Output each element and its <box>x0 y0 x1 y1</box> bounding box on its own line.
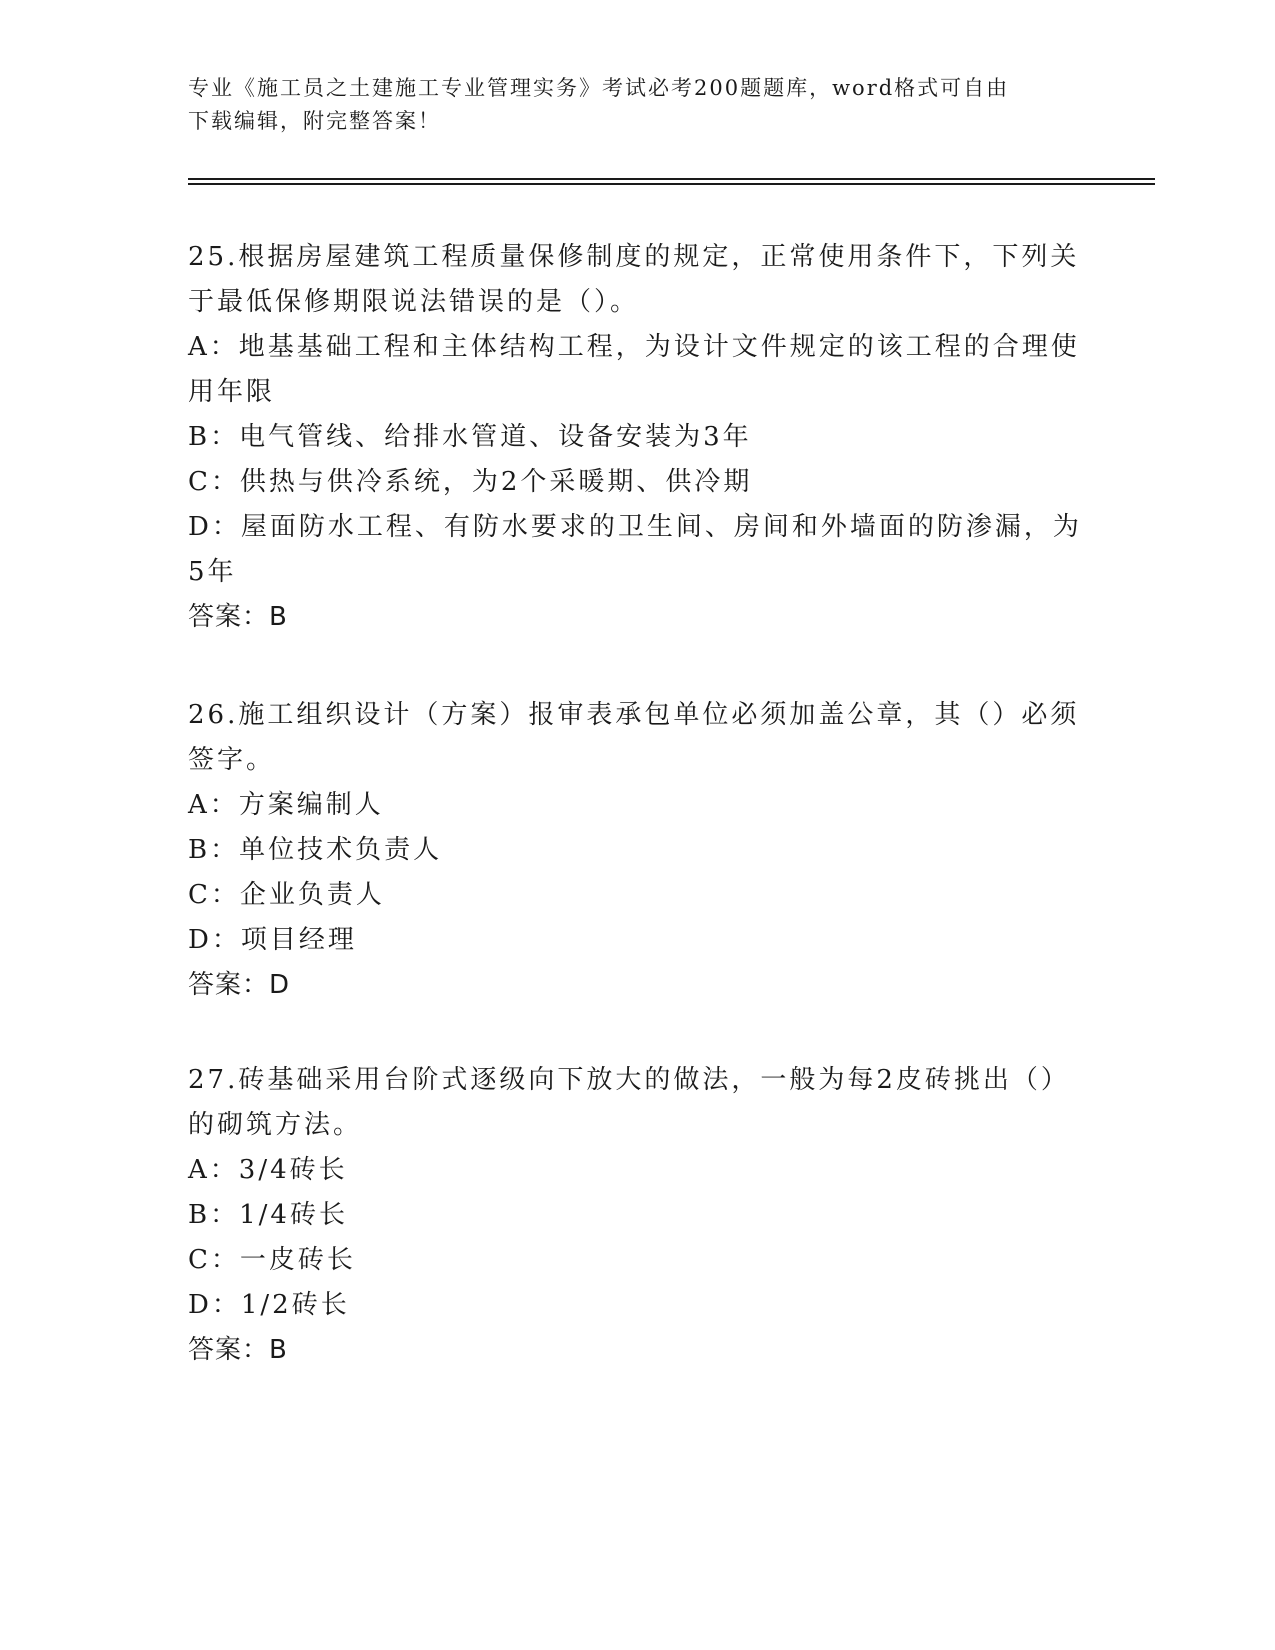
option-c: C：供热与供冷系统，为2个采暖期、供冷期 <box>188 467 753 497</box>
header-divider-top <box>188 178 1155 180</box>
question-stem-line-2: 于最低保修期限说法错误的是（）。 <box>188 287 640 317</box>
answer: 答案：B <box>188 1335 288 1365</box>
answer: 答案：D <box>188 970 291 1000</box>
option-a-continued: 用年限 <box>188 377 276 407</box>
option-d: D：1/2砖长 <box>188 1290 350 1320</box>
document-header <box>188 72 1088 138</box>
option-a: A：地基基础工程和主体结构工程，为设计文件规定的该工程的合理使 <box>188 332 1080 362</box>
question-stem-line-1: 25.根据房屋建筑工程质量保修制度的规定，正常使用条件下，下列关 <box>188 242 1080 272</box>
option-a: A：方案编制人 <box>188 790 384 820</box>
option-b: B：单位技术负责人 <box>188 835 443 865</box>
question-stem-line-2: 的砌筑方法。 <box>188 1110 363 1140</box>
option-b: B：1/4砖长 <box>188 1200 348 1230</box>
header-divider-bottom <box>188 183 1155 185</box>
question-stem-line-2: 签字。 <box>188 745 276 775</box>
option-a: A：3/4砖长 <box>188 1155 348 1185</box>
option-d-continued: 5年 <box>188 557 237 587</box>
option-d: D：项目经理 <box>188 925 357 955</box>
option-c: C：一皮砖长 <box>188 1245 356 1275</box>
question-stem-line-1: 27.砖基础采用台阶式逐级向下放大的做法，一般为每2皮砖挑出（） <box>188 1065 1070 1095</box>
question-stem-line-1: 26.施工组织设计（方案）报审表承包单位必须加盖公章，其（）必须 <box>188 700 1080 730</box>
question-27 <box>188 1058 1088 1373</box>
header-line-2: 下载编辑，附完整答案！ <box>188 109 441 133</box>
question-25 <box>188 235 1088 640</box>
option-d: D：屋面防水工程、有防水要求的卫生间、房间和外墙面的防渗漏，为 <box>188 512 1082 542</box>
option-c: C：企业负责人 <box>188 880 385 910</box>
header-line-1: 专业《施工员之土建施工专业管理实务》考试必考200题题库，word格式可自由 <box>188 76 1010 100</box>
question-26 <box>188 693 1088 1008</box>
option-b: B：电气管线、给排水管道、设备安装为3年 <box>188 422 752 452</box>
answer: 答案：B <box>188 602 288 632</box>
